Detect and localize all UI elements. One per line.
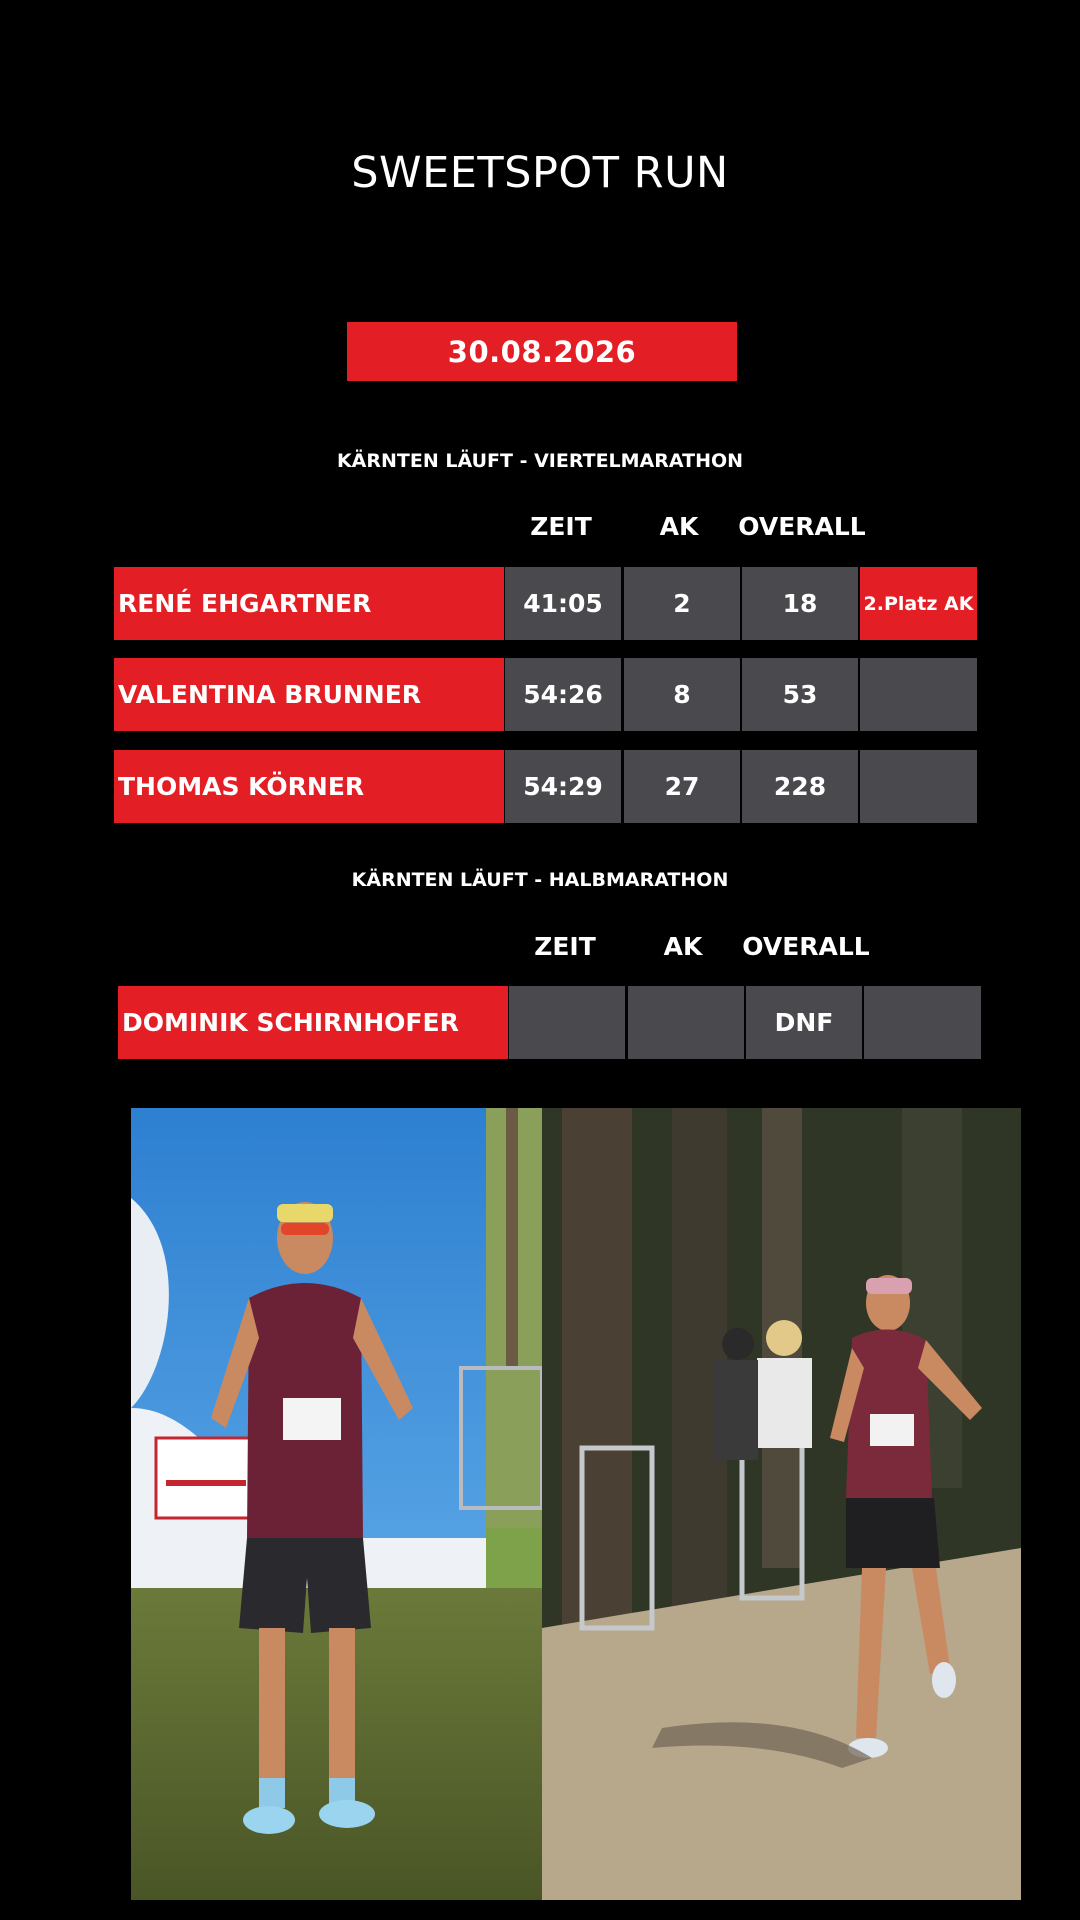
overall-cell: 18 — [742, 567, 858, 640]
time-cell: 54:29 — [505, 750, 621, 823]
time-cell: 41:05 — [505, 567, 621, 640]
column-header-zeit: ZEIT — [534, 932, 596, 961]
ak-cell: 27 — [624, 750, 740, 823]
page-title: SWEETSPOT RUN — [351, 148, 729, 198]
time-cell: 54:26 — [505, 658, 621, 731]
overall-cell: 228 — [742, 750, 858, 823]
runner-action-photo — [542, 1108, 1021, 1900]
column-header-overall: OVERALL — [742, 932, 870, 961]
overall-cell: DNF — [746, 986, 862, 1059]
ak-cell — [628, 986, 744, 1059]
ak-cell: 8 — [624, 658, 740, 731]
column-header-overall: OVERALL — [738, 512, 866, 541]
column-header-ak: AK — [659, 512, 699, 541]
runner-portrait-photo — [131, 1108, 542, 1900]
runner-name: DOMINIK SCHIRNHOFER — [118, 986, 508, 1059]
placement-note — [864, 986, 981, 1059]
column-header-zeit: ZEIT — [530, 512, 592, 541]
section-title-viertelmarathon: KÄRNTEN LÄUFT - VIERTELMARATHON — [336, 450, 744, 472]
placement-note: 2.Platz AK — [860, 567, 977, 640]
ak-cell: 2 — [624, 567, 740, 640]
placement-note — [860, 750, 977, 823]
runner-name: THOMAS KÖRNER — [114, 750, 504, 823]
column-header-ak: AK — [663, 932, 703, 961]
date-badge: 30.08.2026 — [347, 322, 737, 381]
time-cell — [509, 986, 625, 1059]
runner-name: RENÉ EHGARTNER — [114, 567, 504, 640]
section-title-halbmarathon: KÄRNTEN LÄUFT - HALBMARATHON — [351, 869, 729, 891]
placement-note — [860, 658, 977, 731]
overall-cell: 53 — [742, 658, 858, 731]
runner-name: VALENTINA BRUNNER — [114, 658, 504, 731]
